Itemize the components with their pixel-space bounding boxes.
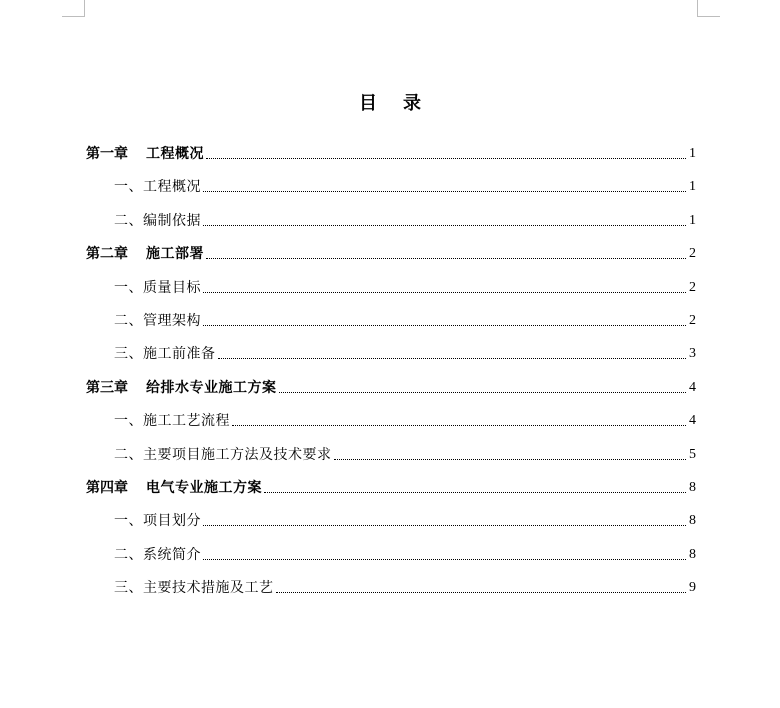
- toc-page-number: 8: [689, 480, 696, 495]
- toc-section-entry[interactable]: [114, 510, 696, 530]
- toc-page-number: 2: [689, 313, 696, 328]
- toc-section-entry[interactable]: [114, 410, 696, 430]
- toc-page-number: 2: [689, 280, 696, 295]
- toc-entry-label: 给排水专业施工方案: [146, 380, 277, 396]
- toc-dot-leader: [203, 324, 686, 326]
- toc-entry-label: 一、施工工艺流程: [114, 413, 230, 429]
- toc-chapter-entry[interactable]: [86, 243, 696, 263]
- toc-page-number: 8: [689, 547, 696, 562]
- toc-entry-label: 电气专业施工方案: [146, 480, 262, 496]
- toc-entry-label: 一、质量目标: [114, 280, 201, 296]
- toc-dot-leader: [206, 157, 686, 159]
- toc-section-entry[interactable]: [114, 343, 696, 363]
- toc-dot-leader: [264, 491, 686, 493]
- toc-section-entry[interactable]: [114, 210, 696, 230]
- toc-entry-label: 三、施工前准备: [114, 346, 216, 362]
- toc-page-number: 2: [689, 246, 696, 261]
- toc-section-entry[interactable]: [114, 577, 696, 597]
- toc-chapter-number: 第二章: [86, 246, 128, 262]
- toc-section-entry[interactable]: [114, 310, 696, 330]
- toc-chapter-number: 第四章: [86, 480, 128, 496]
- toc-dot-leader: [334, 458, 687, 460]
- toc-entry-label: 三、主要技术措施及工艺: [114, 580, 274, 596]
- toc-dot-leader: [232, 424, 686, 426]
- toc-page-number: 1: [689, 146, 696, 161]
- toc-entry-label: 一、项目划分: [114, 513, 201, 529]
- toc-page-number: 8: [689, 513, 696, 528]
- toc-section-entry[interactable]: [114, 277, 696, 297]
- toc-dot-leader: [203, 224, 686, 226]
- toc-entry-label: 二、编制依据: [114, 213, 201, 229]
- toc-entry-label: 二、管理架构: [114, 313, 201, 329]
- toc-entry-label: 二、系统简介: [114, 547, 201, 563]
- toc-page-number: 3: [689, 346, 696, 361]
- toc-section-entry[interactable]: [114, 176, 696, 196]
- toc-dot-leader: [206, 257, 686, 259]
- toc-chapter-entry[interactable]: [86, 477, 696, 497]
- toc-page-number: 4: [689, 380, 696, 395]
- toc-dot-leader: [279, 391, 687, 393]
- toc-page-number: 9: [689, 580, 696, 595]
- toc-entry-label: 施工部署: [146, 246, 204, 262]
- toc-dot-leader: [218, 357, 687, 359]
- toc-section-entry[interactable]: [114, 444, 696, 464]
- toc-dot-leader: [203, 190, 686, 192]
- toc-chapter-entry[interactable]: [86, 377, 696, 397]
- toc-section-entry[interactable]: [114, 544, 696, 564]
- toc-entry-label: 工程概况: [146, 146, 204, 162]
- toc-page-number: 5: [689, 447, 696, 462]
- toc-page-number: 1: [689, 179, 696, 194]
- toc-title-char-2: 录: [403, 93, 421, 114]
- toc-chapter-number: 第三章: [86, 380, 128, 396]
- toc-title-char-1: 目: [359, 93, 377, 114]
- toc-chapter-number: 第一章: [86, 146, 128, 162]
- toc-dot-leader: [203, 524, 686, 526]
- toc-entry-label: 二、主要项目施工方法及技术要求: [114, 447, 332, 463]
- toc-page-number: 1: [689, 213, 696, 228]
- toc-page-number: 4: [689, 413, 696, 428]
- toc-dot-leader: [276, 591, 687, 593]
- toc-chapter-entry[interactable]: [86, 143, 696, 163]
- toc-dot-leader: [203, 558, 686, 560]
- toc-dot-leader: [203, 291, 686, 293]
- toc-entry-label: 一、工程概况: [114, 179, 201, 195]
